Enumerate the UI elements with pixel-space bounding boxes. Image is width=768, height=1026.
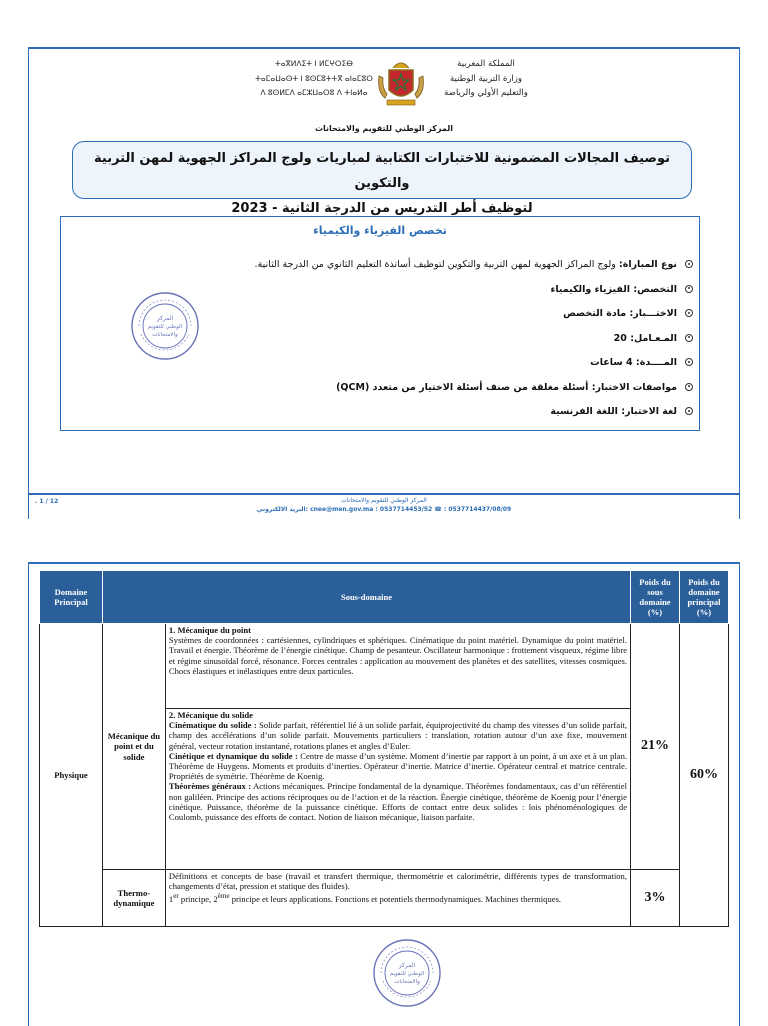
- subdomain-weight-cell: 3%: [631, 870, 680, 927]
- info-label: نوع المباراة:: [618, 259, 677, 270]
- table-header-row: [40, 571, 729, 624]
- subdomain-name-cell: Mécanique du point et du solide: [102, 624, 165, 870]
- page-number: . 1 / 12: [35, 498, 59, 505]
- column-header-weight-sub: Poids du sous domaine (%): [631, 571, 680, 624]
- official-stamp-icon: [371, 937, 443, 1009]
- info-label: المـعـامل:: [630, 332, 677, 344]
- stamp-line: والامتحانات: [152, 332, 178, 338]
- footer-line-2: البريد الالكتروني: cnee@men.gov.ma : 0537714453/52 ☎ : 0537714437/08/09: [256, 506, 512, 513]
- paragraph-text: Actions mécaniques. Principe fondamental de la dynamique. Théorèmes fondamentaux, cas d’un référentiel non galiléen. Principe des actions réciproques ou de l’action et de la réaction. Énergie cinétique, théorème de Koenig pour l’énergie cinétique. Puissance, théorème de la puissance cinétique. Efforts de contact entre deux solides : lois phénoménologiques de Coulomb, puissance des efforts de contact. Notion de liaison mécanique, liaison parfaite.: [168, 781, 628, 823]
- stamp-line: والامتحانات: [394, 979, 420, 985]
- ordinal-suffix: er: [173, 892, 179, 901]
- info-value: 20: [613, 332, 631, 344]
- paragraph: [169, 781, 627, 822]
- content-cell: [165, 624, 630, 709]
- footer-line-1: المركز الوطني للتقويم والامتحانات: [341, 497, 427, 504]
- info-value: اللغة الفرنسية: [550, 406, 622, 417]
- official-stamp-icon: [129, 290, 201, 362]
- ordinal-suffix: ème: [217, 892, 230, 901]
- paragraph-label: Cinématique du solide :: [168, 720, 257, 731]
- info-value: مادة التخصص: [563, 308, 630, 319]
- ordinal: principe, 2: [178, 894, 218, 905]
- paragraph-text: Centre de masse d’un système. Moment d’inertie par rapport à un point, à un axe et à un plan. Théorème de Huygens. Moments et produits d’inerties. Opérateur d’inertie. Matrice d’inertie. Opérateur central et matrice centrale. Propriétés de symétrie. Théorème de Koenig.: [168, 750, 628, 782]
- bullet-icon: [685, 358, 693, 366]
- column-header-subdomain: Sous-domaine: [102, 571, 630, 624]
- document-page-2: [28, 562, 740, 1026]
- info-label: المــــدة:: [635, 357, 677, 368]
- center-name: المركز الوطني للتقويم والامتحانات: [314, 124, 454, 133]
- tifinagh-line: ⵜⴰⴳⵍⴷⵉⵜ ⵏ ⵍⵎⵖⵔⵉⴱ: [275, 59, 353, 68]
- paragraph-label: Cinétique et dynamique du solide :: [168, 750, 298, 761]
- tifinagh-line: ⵜⴰⵎⴰⵡⴰⵙⵜ ⵏ ⵓⵙⵎⵓⵜⵜⴳ ⴰⵏⴰⵎⵓⵔ: [255, 73, 373, 83]
- stamp-line: المركز: [398, 962, 416, 969]
- tifinagh-line: ⴷ ⵓⵙⵍⵎⴷ ⴰⵎⵣⵡⴰⵔⵓ ⴷ ⵜⵏⴰⵍⴰ: [260, 88, 368, 97]
- info-label: مواصفات الاختبار:: [591, 381, 677, 393]
- info-value: ولوج المراكز الجهوية لمهن التربية والتكوين لتوظيف أساتذة التعليم الثانوي من الدرجة الثانية.: [254, 259, 619, 270]
- subdomain-weight-cell: 21%: [631, 624, 680, 870]
- info-item: [193, 400, 693, 425]
- paragraph-text: Solide parfait, référentiel lié à un solide parfait, équiprojectivité du champ des vitesses d’un solide parfait, champ des accélérations d’un solide parfait. Mouvements particuliers : translation, rotation autour d’un axe fixe, mouvement général, vecteur rotation instantané, rotations planes et angles d’Euler.: [168, 720, 628, 751]
- section-text: principe et leurs applications. Fonctions et potentiels thermodynamiques. Machines thermiques.: [229, 894, 562, 905]
- section-text: Définitions et concepts de base (travail et transfert thermique, thermométrie et calorimétrie, différents types de transformation, changements d’état, pression et statique des fluides).: [168, 871, 628, 892]
- info-item: [193, 376, 693, 401]
- table-row: [40, 870, 729, 927]
- tifinagh-ministry-name: [239, 57, 389, 101]
- bullet-icon: [685, 285, 693, 293]
- stamp-line: الوطني للتقويم: [147, 324, 183, 330]
- page-footer: [179, 496, 589, 514]
- exam-info-list: [193, 253, 693, 425]
- bullet-icon: [685, 309, 693, 317]
- coat-of-arms-icon: [375, 56, 427, 110]
- domains-table: [39, 570, 729, 927]
- arabic-line: المملكة المغربية: [457, 59, 515, 69]
- title-line-1: توصيف المجالات المضمونية للاختبارات الكتابية لمباريات ولوج المراكز الجهوية لمهن التربية والتكوين: [94, 151, 670, 191]
- info-value: الفيزياء والكيمياء: [550, 283, 634, 295]
- column-header-domain: Domaine Principal: [40, 571, 103, 624]
- subdomain-name-cell: Thermo-dynamique: [102, 870, 165, 927]
- content-cell: [165, 709, 630, 870]
- title-line-2: لتوظيف أطر التدريس من الدرجة الثانية - 2023: [231, 201, 533, 216]
- footer-divider: [29, 493, 739, 495]
- domain-weight-cell: 60%: [679, 624, 728, 927]
- bullet-icon: [685, 260, 693, 268]
- stamp-line: المركز: [156, 315, 174, 322]
- info-label: الاختـــبار:: [629, 308, 677, 319]
- info-item: [193, 351, 693, 376]
- info-item: [193, 302, 693, 327]
- info-value: أسئلة مغلقة من صنف أسئلة الاختيار من متعدد (QCM): [336, 381, 592, 393]
- paragraph: [169, 751, 627, 782]
- info-label: لغة الاختبار:: [621, 406, 677, 417]
- table-row: [40, 624, 729, 709]
- ordinal: 1: [168, 894, 174, 905]
- section-title: 2. Mécanique du solide: [168, 710, 253, 720]
- paragraph-label: Théorèmes généraux :: [168, 781, 252, 792]
- bullet-icon: [685, 334, 693, 342]
- arabic-ministry-name: [431, 57, 541, 101]
- info-item: [193, 327, 693, 352]
- letterhead: [29, 55, 739, 117]
- stamp-line: الوطني للتقويم: [389, 971, 425, 977]
- bullet-icon: [685, 383, 693, 391]
- bullet-icon: [685, 407, 693, 415]
- document-page-1: [28, 47, 740, 519]
- info-item: [193, 253, 693, 278]
- column-header-weight-main: Poids du domaine principal (%): [679, 571, 728, 624]
- arabic-line: والتعليم الأولي والرياضة: [444, 88, 528, 98]
- specialty-title: تخصص الفيزياء والكيمياء: [313, 224, 447, 237]
- paragraph: [169, 891, 627, 904]
- arabic-line: وزارة التربية الوطنية: [449, 73, 523, 84]
- info-item: [193, 278, 693, 303]
- domain-name-cell: Physique: [40, 624, 103, 927]
- content-cell: [165, 870, 630, 927]
- section-text: Systèmes de coordonnées : cartésiennes, cylindriques et sphériques. Cinématique du point matériel. Dynamique du point matériel. Travail et énergie. Théorème de l’énergie cinétique. Champ de pesanteur. Oscillateur harmonique : frottement visqueux, régime libre et régime sinusoïdal forcé, résonance. Forces centrales : application au mouvement des planètes et des satellites, vitesses cosmiques. Chocs élastiques et inélastiques entre deux particules.: [168, 635, 628, 676]
- info-value: 4 ساعات: [590, 357, 636, 368]
- info-label: التخصص:: [633, 283, 677, 295]
- section-title: 1. Mécanique du point: [168, 625, 252, 635]
- paragraph: [169, 720, 627, 751]
- document-title: [72, 141, 692, 216]
